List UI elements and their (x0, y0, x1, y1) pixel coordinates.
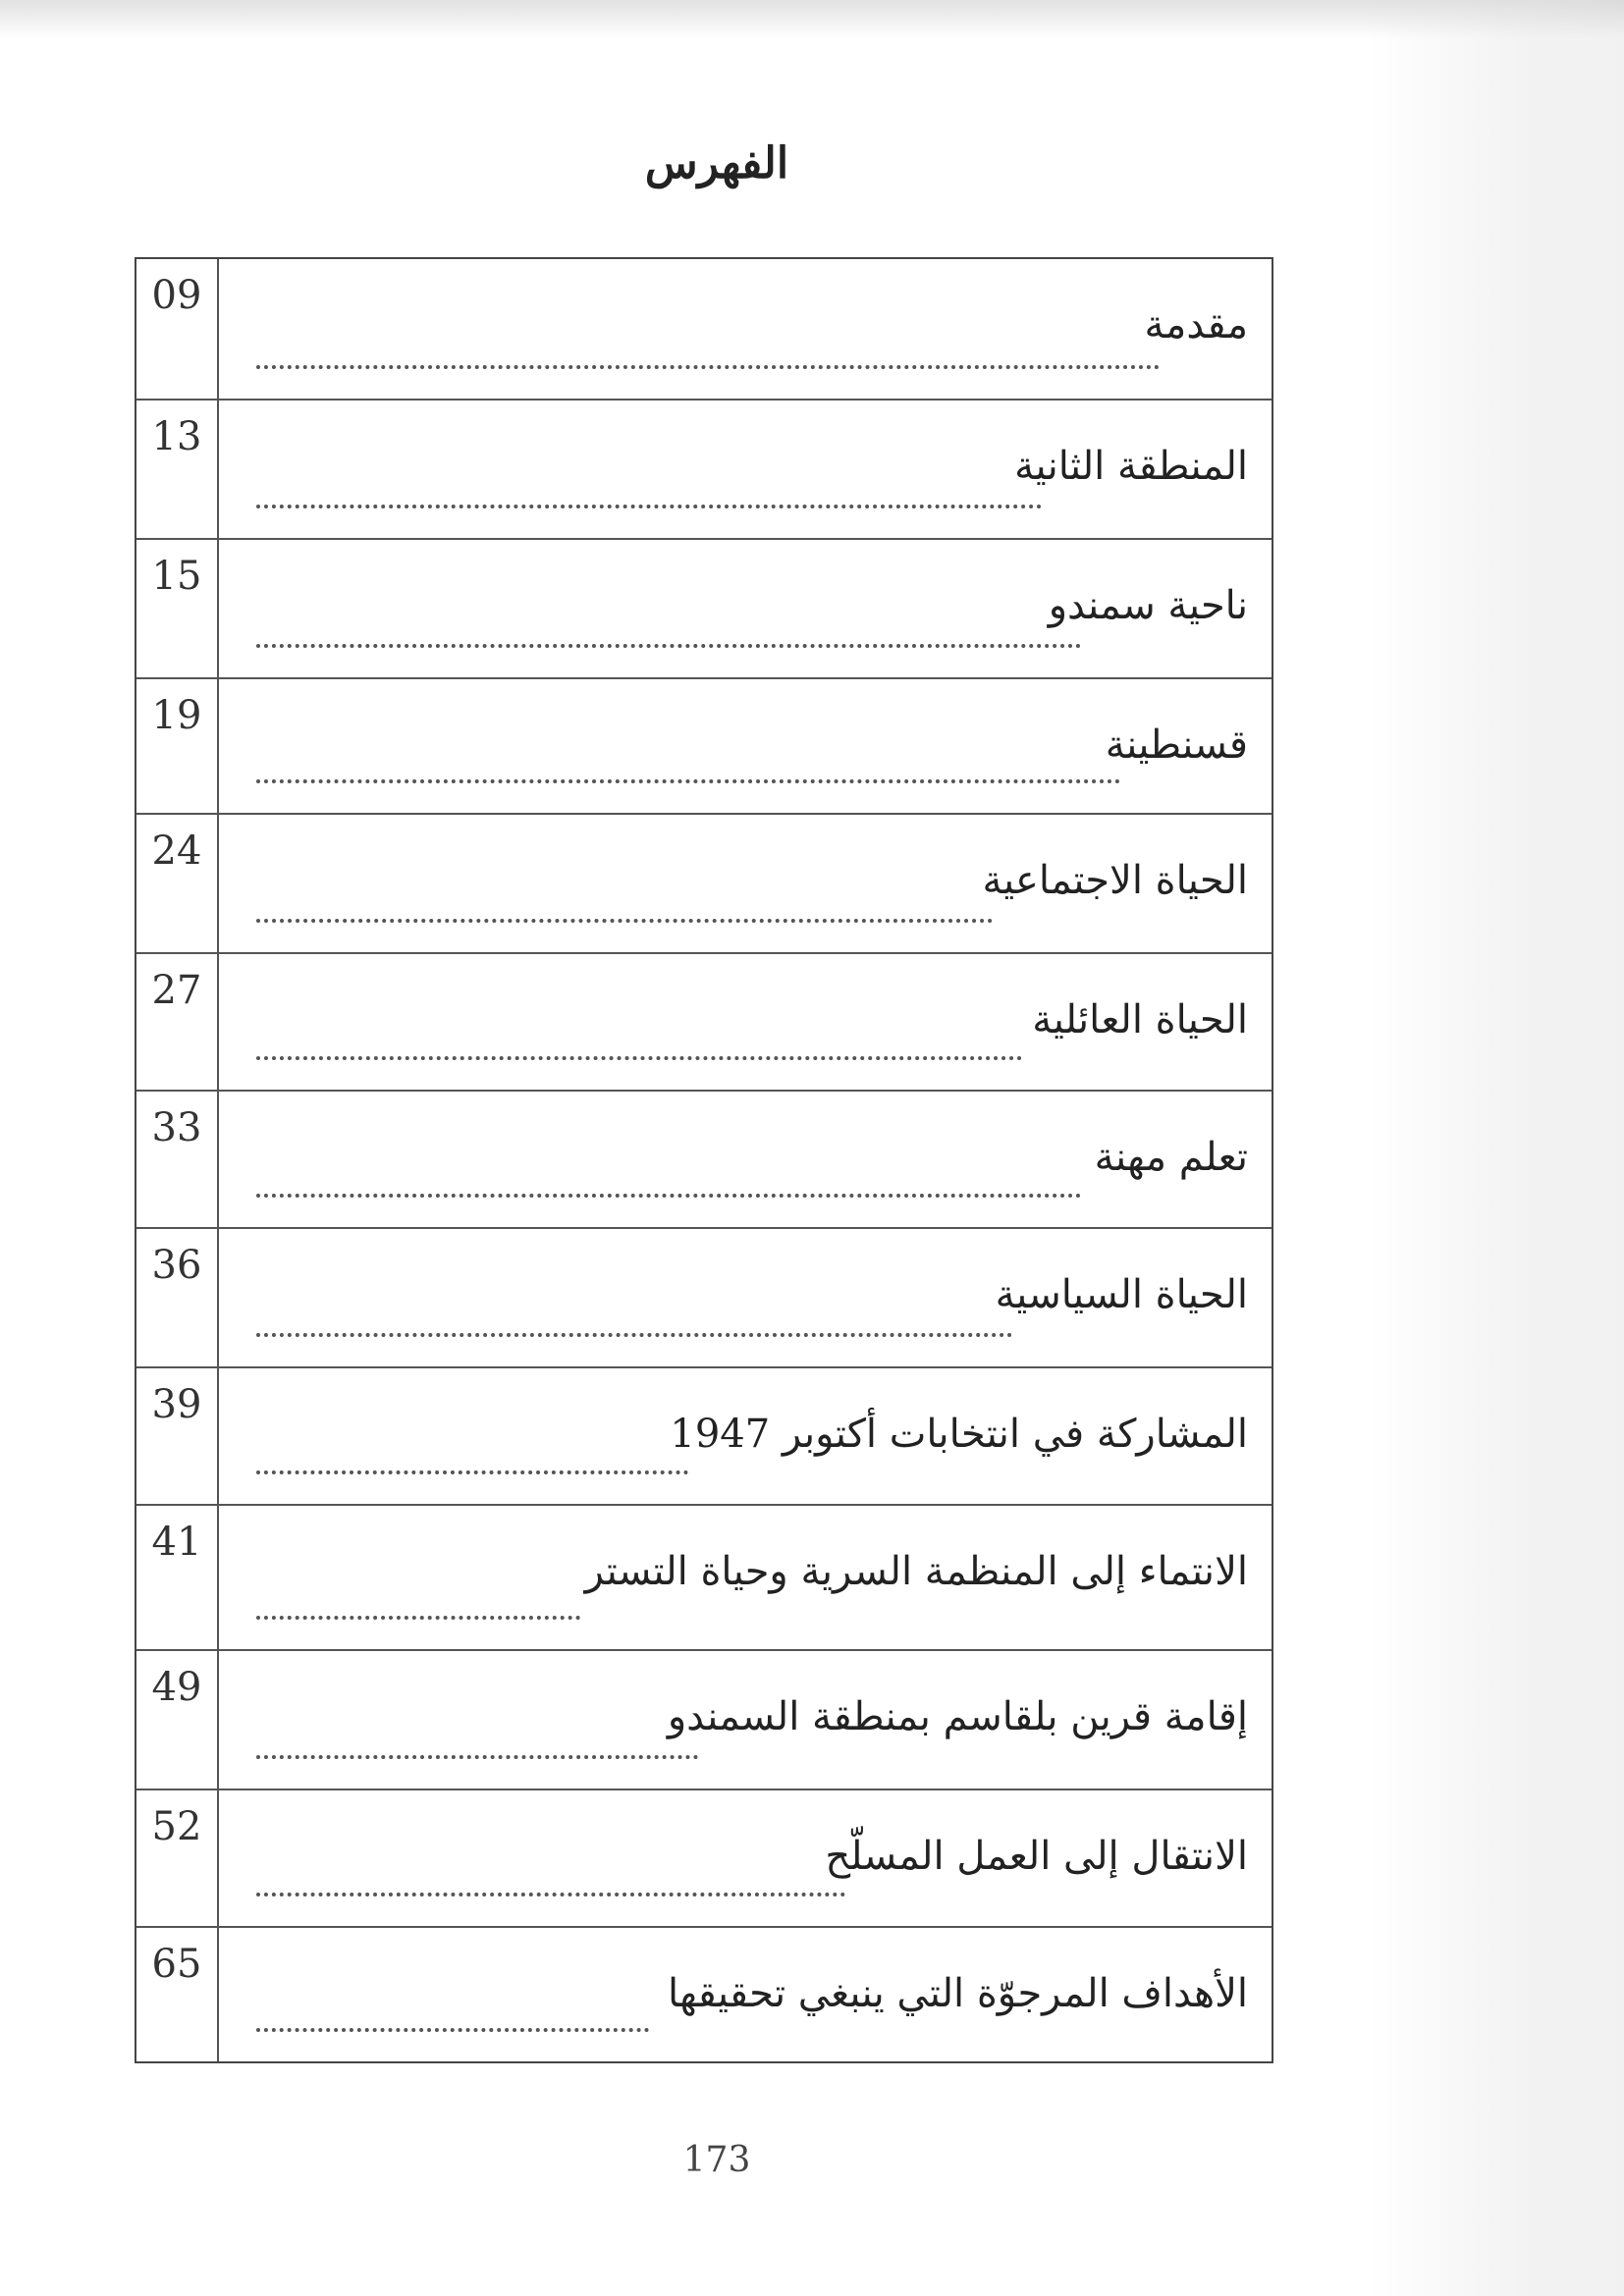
toc-entry-title: الحياة العائلية (1032, 997, 1248, 1042)
toc-page-number: 52 (151, 1804, 202, 1849)
toc-entry-title: مقدمة (1144, 302, 1248, 347)
toc-row (136, 1229, 1272, 1368)
toc-row (136, 954, 1272, 1092)
toc-entry-title: الحياة السياسية (995, 1272, 1248, 1317)
toc-row (136, 815, 1272, 954)
leader-dots (256, 917, 993, 923)
leader-dots (256, 503, 1042, 508)
toc-row (136, 540, 1272, 679)
leader-dots (256, 1468, 688, 1474)
toc-entry-title: قسنطينة (1105, 722, 1248, 768)
toc-page-number: 39 (151, 1382, 202, 1427)
leader-dots (256, 1331, 1012, 1337)
leader-dots (256, 1891, 845, 1896)
page-curl-shadow (1369, 0, 1624, 2296)
toc-row (136, 1928, 1272, 2061)
toc-entry-title: المشاركة في انتخابات أكتوبر 1947 (670, 1412, 1248, 1457)
toc-page-number: 19 (151, 693, 202, 738)
leader-dots (256, 777, 1120, 783)
toc-entry-title: ناحية سمندو (1048, 583, 1248, 628)
toc-row (136, 1368, 1272, 1506)
toc-page-number: 65 (151, 1942, 202, 1987)
toc-page-number: 36 (151, 1243, 202, 1288)
toc-entry-title: تعلم مهنة (1094, 1135, 1248, 1180)
toc-row (136, 1790, 1272, 1928)
toc-entry-title: الحياة الاجتماعية (982, 858, 1248, 903)
leader-dots (256, 1054, 1022, 1060)
leader-dots (256, 363, 1160, 369)
toc-row (136, 259, 1272, 400)
toc-entry-title: الانتماء إلى المنظمة السرية وحياة التستر (584, 1549, 1248, 1594)
toc-row (136, 1092, 1272, 1229)
toc-entry-title: المنطقة الثانية (1014, 444, 1248, 489)
toc-table (135, 257, 1273, 2063)
leader-dots (256, 1753, 698, 1759)
toc-page-number: 41 (151, 1520, 202, 1565)
toc-page-number: 13 (151, 414, 202, 459)
toc-page-number: 27 (151, 968, 202, 1013)
toc-page-number: 09 (151, 273, 202, 318)
toc-entry-title: إقامة قرين بلقاسم بمنطقة السمندو (667, 1694, 1248, 1739)
toc-row (136, 1651, 1272, 1790)
leader-dots (256, 1614, 580, 1620)
toc-page-number: 49 (151, 1665, 202, 1710)
toc-page-number: 24 (151, 828, 202, 874)
page-title: الفهرس (644, 138, 789, 189)
toc-page-number: 15 (151, 554, 202, 599)
leader-dots (256, 642, 1081, 648)
page-number: 173 (682, 2140, 751, 2180)
toc-entry-title: الانتقال إلى العمل المسلّح (825, 1834, 1248, 1879)
toc-row (136, 679, 1272, 815)
toc-page-number: 33 (151, 1105, 202, 1150)
toc-row (136, 1506, 1272, 1651)
toc-entry-title: الأهداف المرجوّة التي ينبغي تحقيقها (667, 1971, 1248, 2016)
leader-dots (256, 2026, 649, 2032)
leader-dots (256, 1192, 1081, 1198)
toc-row (136, 400, 1272, 540)
